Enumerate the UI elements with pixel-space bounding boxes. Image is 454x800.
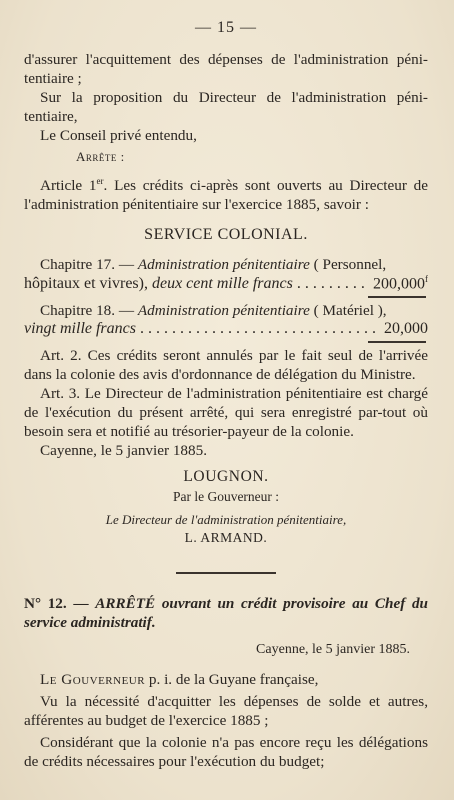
chapitre-18-rest: ( Matériel ),	[309, 302, 387, 320]
article-2: Art. 2. Ces crédits seront annulés par le fait seul de l'arrivée dans la colonie des avis d'ordonnance de délégation du Ministre.	[24, 347, 428, 384]
chapitre-17-amount	[369, 274, 428, 293]
chapitre-18-line-1	[24, 301, 428, 320]
chapitre-17-line-1	[24, 255, 428, 274]
date-1: Cayenne, le 5 janvier 1885.	[40, 442, 208, 460]
chapitre-18-label: Chapitre 18. —	[40, 302, 138, 320]
considerant-paragraph: Considérant que la colonie n'a pas encore reçu les délégations de crédits nécessaires pour l'exécution du budget;	[24, 734, 428, 771]
chapitre-18-italic: Administration pénitentiaire	[137, 302, 310, 320]
chapitre-17-amount-sup: f	[425, 274, 428, 285]
no12-title	[24, 594, 428, 632]
chapitre-17-line2-start: hôpitaux et vivres),	[24, 275, 152, 293]
article-1-prefix: Article 1	[40, 177, 97, 195]
section-separator	[176, 572, 276, 574]
gouverneur-line	[24, 670, 428, 689]
chapitre-18-line2-italic: vingt mille francs	[24, 320, 136, 338]
chapitre-18-amount: 20,000	[384, 320, 428, 338]
chapitre-17-rest: ( Personnel,	[309, 256, 387, 274]
chapitre-17-label: Chapitre 17. —	[40, 256, 138, 274]
chapitre-17-desc	[24, 275, 369, 293]
chapitre-18-desc	[24, 320, 380, 338]
chapitre-17-line2-italic: deux cent mille francs	[151, 275, 293, 293]
signature-par: Par le Gouverneur :	[172, 489, 280, 505]
page-number: — 15 —	[195, 19, 257, 36]
vu-paragraph: Vu la nécessité d'acquitter les dépenses de solde et autres, afférentes au budget de l'exercice 1885 ;	[24, 693, 428, 730]
chapitre-17-line-2	[24, 274, 428, 293]
amount-rule-2	[24, 338, 428, 346]
article-1-sup: er	[96, 176, 104, 186]
signature-armand: L. ARMAND.	[184, 530, 268, 546]
signature-name: LOUGNON.	[183, 468, 269, 486]
amount-rule-1	[24, 293, 428, 301]
article-1-text: . Les crédits ci-après sont ouverts au Directeur de l'administration pénitentiaire sur l'exercice 1885, savoir :	[24, 177, 428, 214]
no12-number: N° 12. —	[24, 595, 96, 613]
chapitre-18-line-2	[24, 320, 428, 338]
no12-date: Cayenne, le 5 janvier 1885.	[256, 642, 410, 658]
signature-directeur: Le Directeur de l'administration pénitentiaire,	[105, 512, 347, 528]
gouverneur-sc: Le Gouverneur	[40, 671, 146, 689]
gouverneur-rest: p. i. de la Guyane française,	[145, 671, 319, 689]
intro-line-3: Le Conseil privé entendu,	[40, 127, 197, 144]
article-3: Art. 3. Le Directeur de l'administration pénitentiaire est chargé de l'exécution du présent arrêté, qui sera enregistré par-tout où besoin sera et notifié au trésorier-payeur de la colonie.	[24, 385, 428, 441]
no12-title-italic: ARRÊTÉ ouvrant un crédit provisoire au Chef du service administratif.	[24, 595, 429, 632]
arrete-label: Arrête :	[76, 149, 125, 164]
article-1	[24, 172, 428, 214]
intro-line-1: d'assurer l'acquittement des dépenses de l'administration péni-tentiaire ;	[24, 51, 428, 87]
chapitre-17-italic: Administration pénitentiaire	[137, 256, 310, 274]
service-title: SERVICE COLONIAL.	[144, 226, 308, 244]
intro-line-2: Sur la proposition du Directeur de l'administration péni-tentiaire,	[24, 89, 428, 125]
chapitre-17-amount-value: 200,000	[373, 275, 425, 293]
